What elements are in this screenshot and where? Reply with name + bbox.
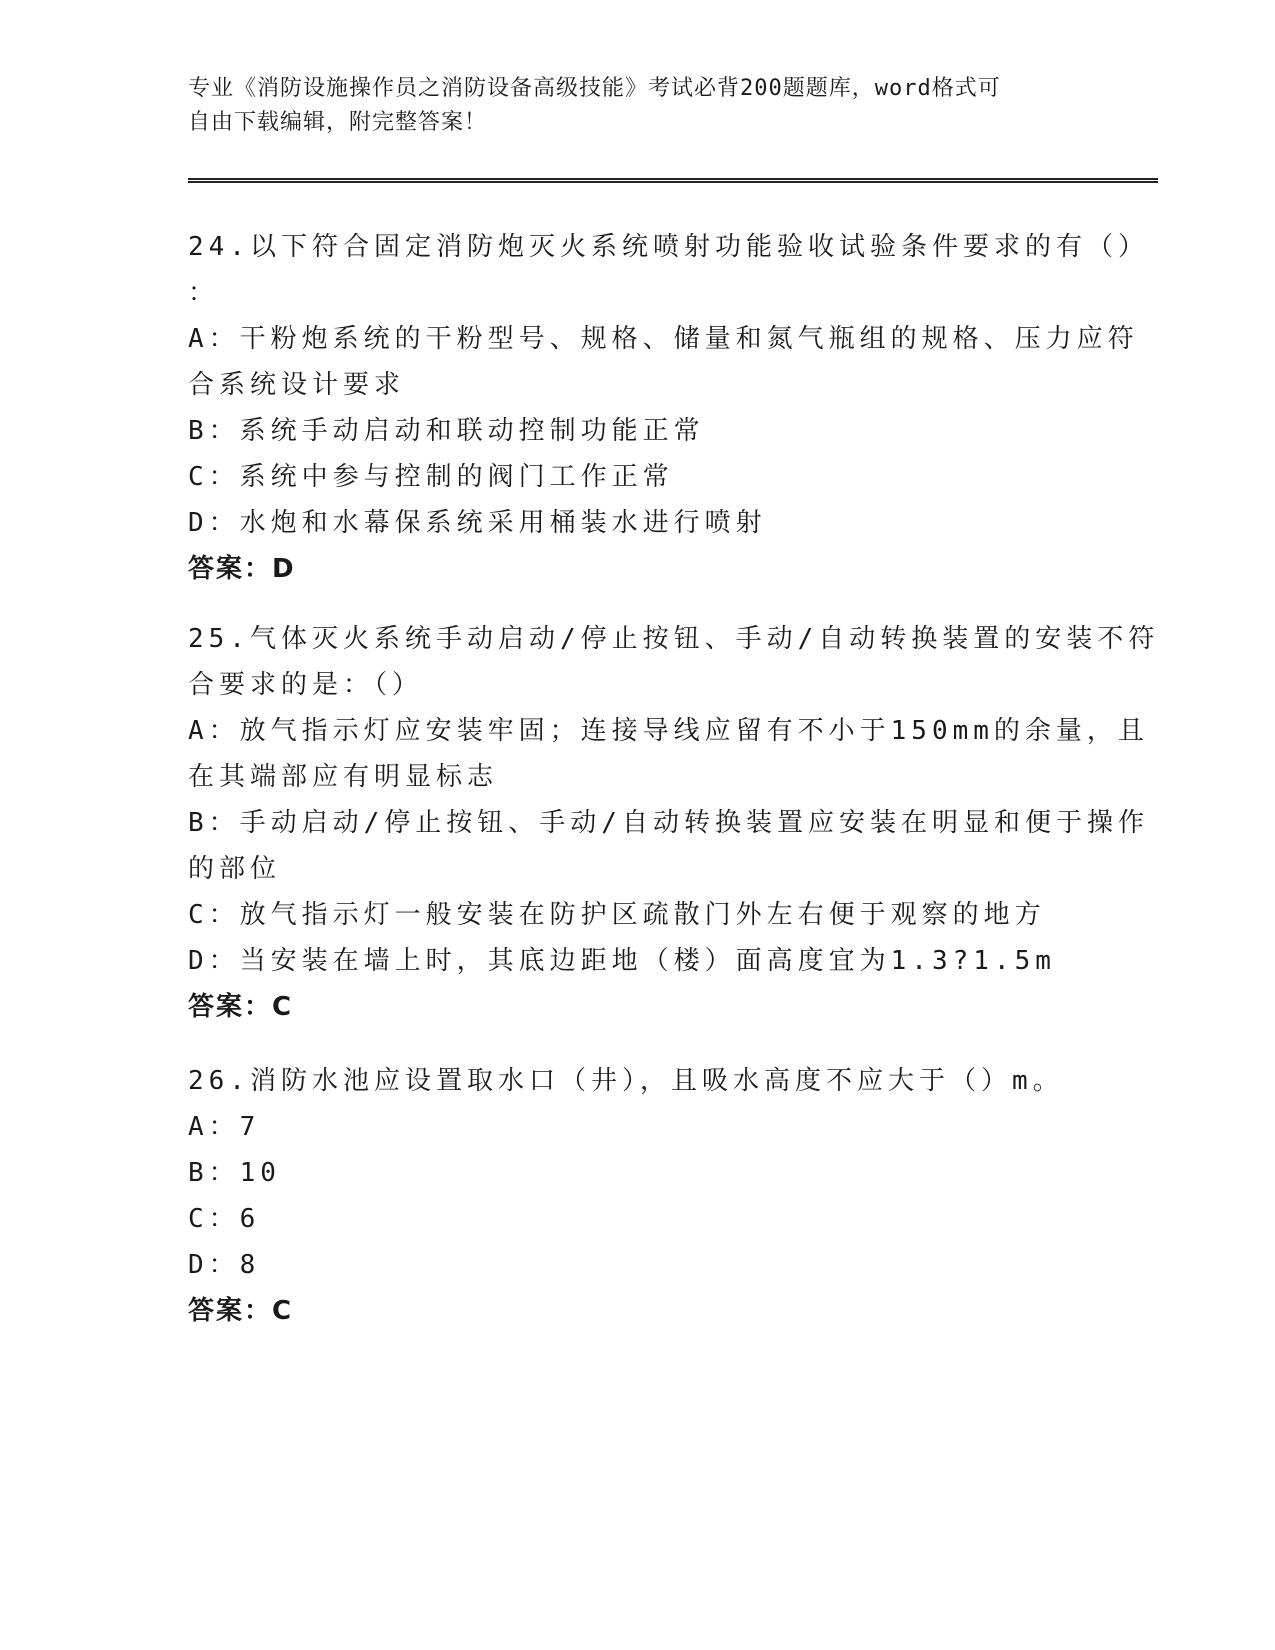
answer-label: 答案：D [188, 554, 296, 584]
option-a: A：放气指示灯应安装牢固；连接导线应留有不小于150mm的余量，且 [188, 716, 1149, 746]
option-b-continued: 的部位 [188, 854, 282, 884]
option-d: D：当安装在墙上时，其底边距地（楼）面高度宜为1.3?1.5m [188, 946, 1056, 976]
option-a-continued: 在其端部应有明显标志 [188, 762, 499, 792]
option-a: A：干粉炮系统的干粉型号、规格、储量和氮气瓶组的规格、压力应符 [188, 324, 1139, 354]
option-c: C：放气指示灯一般安装在防护区疏散门外左右便于观察的地方 [188, 900, 1046, 930]
header-divider [188, 178, 1158, 183]
question-25 [188, 616, 1160, 1030]
option-d: D：水炮和水幕保系统采用桶装水进行喷射 [188, 508, 767, 538]
question-26 [188, 1058, 1088, 1334]
answer-label: 答案：C [188, 1296, 294, 1326]
option-c: C：系统中参与控制的阀门工作正常 [188, 462, 674, 492]
question-24 [188, 224, 1149, 592]
question-stem: ： [188, 278, 220, 308]
question-stem: 26.消防水池应设置取水口（井），且吸水高度不应大于（）m。 [188, 1066, 1064, 1096]
header-line-2: 自由下载编辑，附完整答案！ [188, 110, 488, 135]
document-header [188, 72, 1088, 140]
question-stem: 24.以下符合固定消防炮灭火系统喷射功能验收试验条件要求的有（） [188, 232, 1149, 262]
question-stem: 合要求的是：（） [188, 670, 424, 700]
option-b: B：10 [188, 1158, 281, 1188]
option-a: A：7 [188, 1112, 261, 1142]
option-d: D：8 [188, 1250, 261, 1280]
option-c: C：6 [188, 1204, 261, 1234]
answer-label: 答案：C [188, 992, 294, 1022]
option-b: B：手动启动/停止按钮、手动/自动转换装置应安装在明显和便于操作 [188, 808, 1149, 838]
header-line-1: 专业《消防设施操作员之消防设备高级技能》考试必背200题题库，word格式可 [188, 76, 1001, 101]
option-b: B：系统手动启动和联动控制功能正常 [188, 416, 705, 446]
question-stem: 25.气体灭火系统手动启动/停止按钮、手动/自动转换装置的安装不符 [188, 624, 1160, 654]
option-a-continued: 合系统设计要求 [188, 370, 406, 400]
